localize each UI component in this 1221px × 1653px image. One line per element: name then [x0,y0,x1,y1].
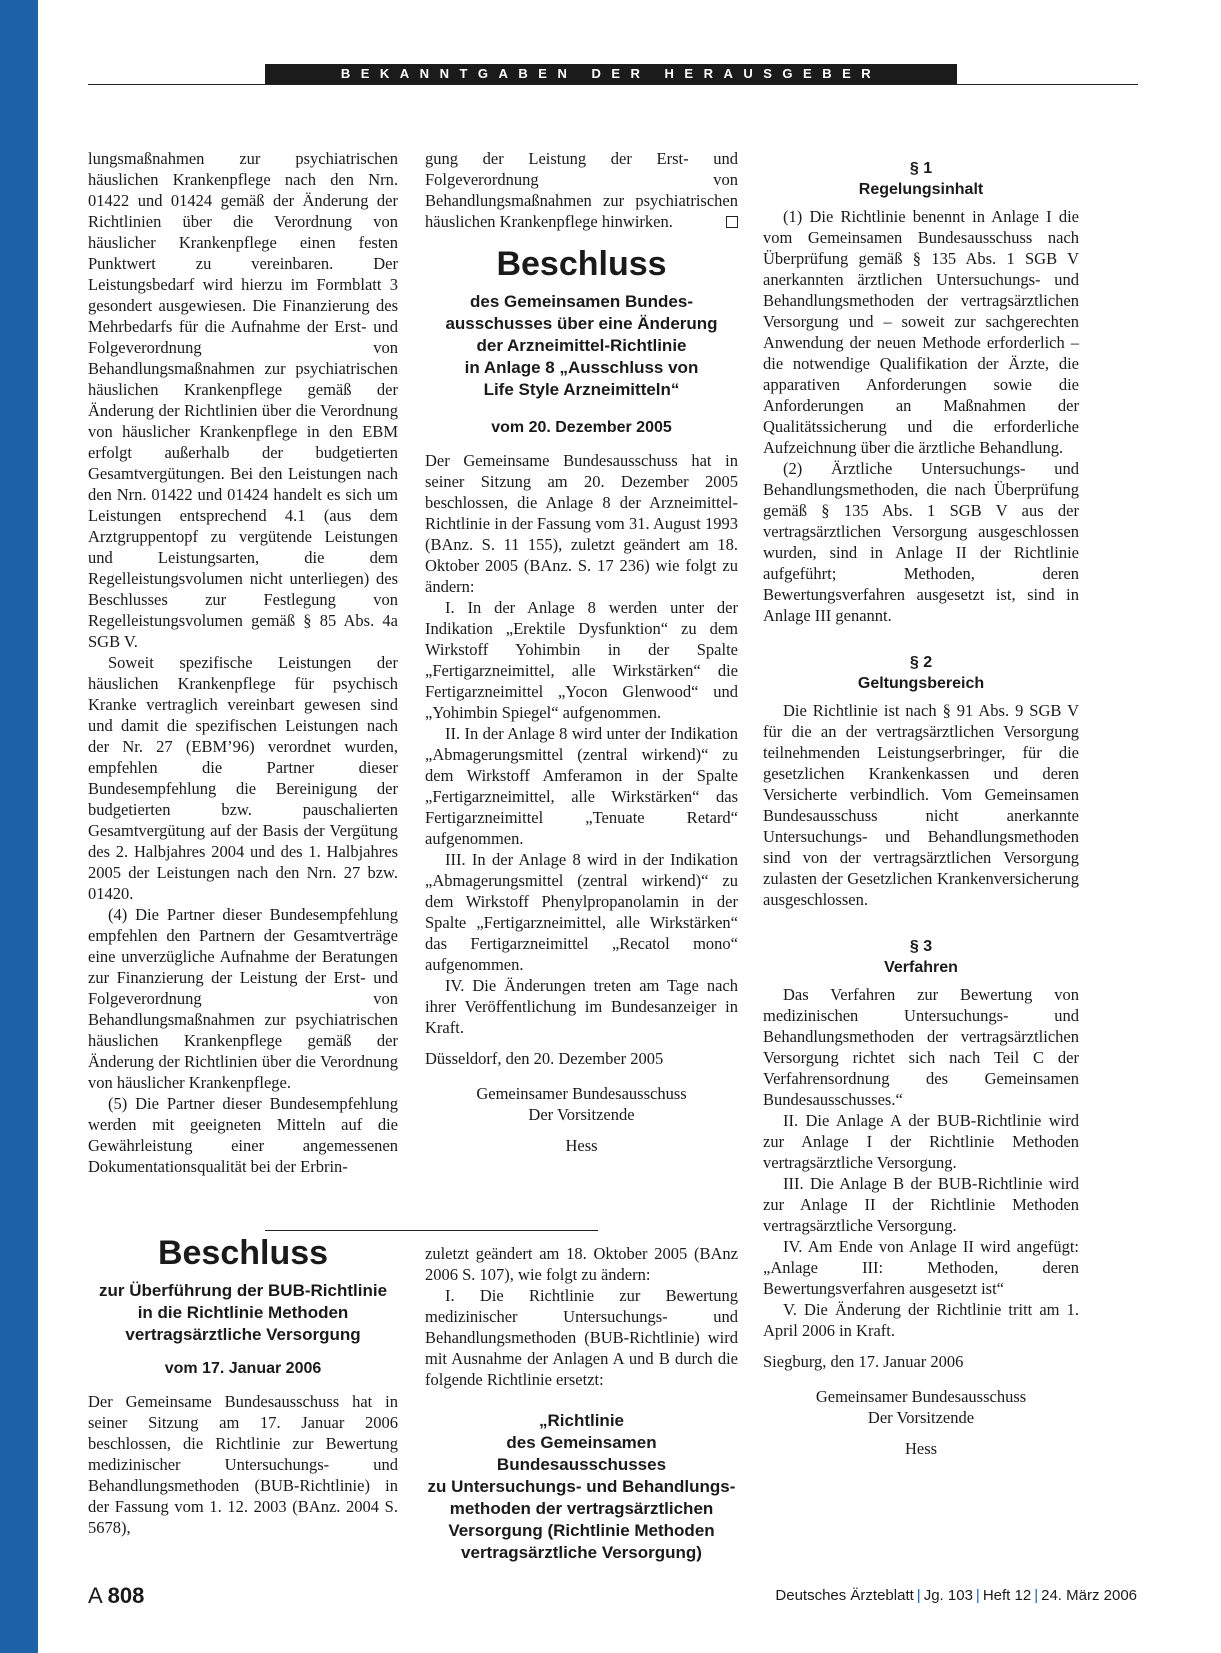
place-date: Düsseldorf, den 20. Dezember 2005 [425,1049,664,1068]
end-mark-icon [726,216,738,228]
section-title: Verfahren [884,959,958,976]
paragraph: lungsmaßnahmen zur psychiatrischen häuslichen Krankenpflege nach den Nrn. 01422 und 01424 gemäß der Änderung der Richtlinien über die Verordnung von häuslicher Krankenpflege einen festen Punktwert zu vereinbaren. Der Leistungsbedarf wird hierzu im Formblatt 3 gesondert ausgewiesen. Die Finanzierung des Mehrbedarfs für die Aufnahme der Erst- und Folgeverordnung von Behandlungsmaßnahmen zur psychiatrischen häuslichen Krankenpflege gemäß der Änderung der Richtlinien über die Verordnung von häuslicher Krankenpflege in den EBM erfolgt außerhalb der budgetierten Gesamtvergütungen. Bei den Leistungen nach den Nrn. 01422 und 01424 handelt es sich um Leistungen entsprechend 4.1 (aus dem Arztgruppentopf zu vergütende Leistungen und Leistungsarten, die dem Regelleistungsvolumen nicht unterliegen) des Beschlusses zur Festlegung von Regelleistungsvolumen gemäß § 85 Abs. 4a SGB V. [88,149,398,651]
column-1 [88,148,398,1177]
article-subtitle-line: des Gemeinsamen Bundes- [470,292,693,311]
article-date: vom 17. Januar 2006 [164,1360,322,1377]
guideline-heading-line: „Richtlinie [538,1411,624,1430]
article-subtitle-line: in die Richtlinie Methoden [137,1303,349,1322]
guideline-heading-line: methoden der vertragsärztlichen [449,1499,714,1518]
journal-date: 24. März 2006 [1041,1587,1137,1604]
guideline-heading-line: vertragsärztliche Versorgung) [461,1543,702,1562]
column-2 [425,148,738,1156]
journal-name: Deutsches Ärzteblatt [775,1587,914,1604]
article-2-column-1 [88,1234,398,1538]
paragraph: IV. Die Änderungen treten am Tage nach ihrer Veröffentlichung im Bundesanzeiger in Kraft. [425,976,738,1037]
signature-name: Hess [904,1439,938,1458]
paragraph: (4) Die Partner dieser Bundesempfehlung empfehlen den Partnern der Gesamtverträge eine unverzügliche Aufnahme der Beratungen zur Finanzierung der Leistung der Erst- und Folgeverordnung von Behandlungsmaßnahmen zur psychiatrischen häuslichen Krankenpflege gemäß der Änderung der Richtlinien über die Verordnung von häuslicher Krankenpflege. [88,905,398,1092]
section-header: BEKANNTGABEN DER HERAUSGEBER [265,64,957,84]
article-title: Beschluss [157,1234,329,1272]
separator: | [1034,1587,1039,1604]
section-number: § 2 [909,654,933,671]
guideline-heading-line: des Gemeinsamen Bundesausschusses [496,1433,667,1474]
article-subtitle-line: der Arzneimittel-Richtlinie [476,336,687,355]
article-date: vom 20. Dezember 2005 [491,419,672,436]
page-number [88,1583,144,1609]
article-title: Beschluss [496,245,667,283]
place-date: Siegburg, den 17. Januar 2006 [763,1352,964,1371]
paragraph: IV. Am Ende von Anlage II wird angefügt: „Anlage III: Methoden, deren Bewertungsverfahren ausgesetzt ist“ [763,1237,1079,1298]
signature-org: Gemeinsamer Bundesausschuss [815,1387,1027,1406]
paragraph: III. In der Anlage 8 wird in der Indikation „Abmagerungsmittel (zentral wirkend)“ zu dem Wirkstoff Phenylpropanolamin in der Spalte „Fertigarzneimittel, alle Wirkstärken“ das Fertigarzneimittel „Recatol mono“ aufgenommen. [425,850,738,974]
paragraph: I. Die Richtlinie zur Bewertung medizinischer Untersuchungs- und Behandlungsmethoden (BUB-Richtlinie) wird mit Ausnahme der Anlagen A und B durch die folgende Richtlinie ersetzt: [425,1286,738,1389]
paragraph: (5) Die Partner dieser Bundesempfehlung werden mit geeigneten Mitteln auf die Gewährleistung einer angemessenen Dokumentationsqualität bei der Erbrin- [88,1094,398,1176]
paragraph: Die Richtlinie ist nach § 91 Abs. 9 SGB V für die an der vertragsärztlichen Versorgung teilnehmenden Leistungserbringer, für die gesetzlichen Krankenkassen und deren Versicherte verbindlich. Vom Gemeinsamen Bundesausschuss nicht anerkannte Untersuchungs- und Behandlungsmethoden sind von der vertragsärztlichen Versorgung zulasten der Gesetzlichen Krankenversicherung ausgeschlossen. [763,701,1079,909]
column-3 [763,158,1079,1459]
header-rule [88,84,1138,85]
journal-volume: Jg. 103 [923,1587,973,1604]
article-subtitle-line: zur Überführung der BUB-Richtlinie [98,1281,388,1300]
continuation-text: gung der Leistung der Erst- und Folgeverordnung von Behandlungsmaßnahmen zur psychiatrischen häuslichen Krankenpflege hinwirken. [425,149,738,231]
section-number: § 1 [909,160,933,177]
paragraph: zuletzt geändert am 18. Oktober 2005 (BAnz 2006 S. 107), wie folgt zu ändern: [425,1244,738,1284]
article-2-column-2 [425,1243,738,1564]
separator: | [916,1587,921,1604]
guideline-heading-line: Versorgung (Richtlinie Methoden [448,1521,715,1540]
article-subtitle-line: vertragsärztliche Versorgung [125,1325,361,1344]
article-divider [265,1230,598,1231]
guideline-heading-line: zu Untersuchungs- und Behandlungs- [427,1477,736,1496]
section-title: Geltungsbereich [857,675,985,692]
paragraph: V. Die Änderung der Richtlinie tritt am 1. April 2006 in Kraft. [763,1300,1079,1340]
paragraph: (2) Ärztliche Untersuchungs- und Behandlungsmethoden, die nach Überprüfung gemäß § 135 Abs. 1 SGB V aus der vertragsärztlichen Versorgung ausgeschlossen wurden, sind in Anlage II der Richtlinie aufgeführt; Methoden, deren Bewertungsverfahren ausgesetzt ist, sind in Anlage III genannt. [763,459,1079,625]
article-subtitle-line: in Anlage 8 „Ausschluss von [464,358,699,377]
paragraph: I. In der Anlage 8 werden unter der Indikation „Erektile Dysfunktion“ zu dem Wirkstoff Yohimbin in der Spalte „Fertigarzneimittel, alle Wirkstärken“ die Fertigarzneimittel „Yocon Glenwood“ und „Yohimbin Spiegel“ aufgenommen. [425,598,738,722]
paragraph: (1) Die Richtlinie benennt in Anlage I die vom Gemeinsamen Bundesausschuss nach Überprüfung gemäß § 135 Abs. 1 SGB V anerkannten ärztlichen Untersuchungs- und Behandlungsmethoden der vertragsärztlichen Versorgung und – soweit zur sachgerechten Anwendung der neuen Methode erforderlich – die notwendige Qualifikation der Ärzte, die apparativen Anforderungen sowie die Anforderungen an Maßnahmen der Qualitätssicherung und die erforderliche Aufzeichnung über die ärztliche Behandlung. [763,207,1079,457]
section-title: Regelungsinhalt [858,181,984,198]
page-num: 808 [107,1583,145,1608]
signature-role: Der Vorsitzende [528,1105,635,1124]
paragraph: II. Die Anlage A der BUB-Richtlinie wird zur Anlage I der Richtlinie Methoden vertragsärztliche Versorgung. [763,1111,1079,1172]
section-number: § 3 [909,938,933,955]
paragraph [425,148,738,232]
paragraph: III. Die Anlage B der BUB-Richtlinie wird zur Anlage II der Richtlinie Methoden vertragsärztliche Versorgung. [763,1174,1079,1235]
signature-role: Der Vorsitzende [867,1408,975,1427]
journal-citation [775,1587,1137,1604]
side-color-bar [0,0,38,1653]
paragraph: II. In der Anlage 8 wird unter der Indikation „Abmagerungsmittel (zentral wirkend)“ zu dem Wirkstoff Amferamon in der Spalte „Fertigarzneimittel, alle Wirkstärken“ das Fertigarzneimittel „Tenuate Retard“ aufgenommen. [425,724,738,848]
signature-org: Gemeinsamer Bundesausschuss [476,1084,687,1103]
paragraph: Der Gemeinsame Bundesausschuss hat in seiner Sitzung am 20. Dezember 2005 beschlossen, die Anlage 8 der Arzneimittel-Richtlinie in der Fassung vom 31. August 1993 (BAnz. S. 11 155), zuletzt geändert am 18. Oktober 2005 (BAnz. S. 17 236) wie folgt zu ändern: [425,451,738,596]
paragraph: Der Gemeinsame Bundesausschuss hat in seiner Sitzung am 17. Januar 2006 beschlossen, die Richtlinie zur Bewertung medizinischer Untersuchungs- und Behandlungsmethoden (BUB-Richtlinie) in der Fassung vom 1. 12. 2003 (BAnz. 2004 S. 5678), [88,1392,398,1537]
signature-name: Hess [565,1136,598,1155]
paragraph: Soweit spezifische Leistungen der häuslichen Krankenpflege für psychisch Kranke vertraglich vereinbart gewesen sind und damit die spezifischen Leistungen nach der Nr. 27 (EBM’96) verordnet wurden, empfehlen die Partner dieser Bundesempfehlung die Bereinigung der budgetierten bzw. pauschalierten Gesamtvergütung auf der Basis der Vergütung des 2. Halbjahres 2004 und des 1. Halbjahres 2005 der Leistungen nach den Nrn. 27 bzw. 01420. [88,653,398,903]
paragraph: Das Verfahren zur Bewertung von medizinischen Untersuchungs- und Behandlungsmethoden der vertragsärztlichen Versorgung richtet sich nach Teil C der Verfahrensordnung des Gemeinsamen Bundesausschusses.“ [763,985,1079,1109]
article-subtitle-line: ausschusses über eine Änderung [445,314,718,333]
article-subtitle-line: Life Style Arzneimitteln“ [483,380,680,399]
journal-issue: Heft 12 [982,1587,1032,1604]
page-prefix: A [88,1583,102,1608]
separator: | [975,1587,980,1604]
